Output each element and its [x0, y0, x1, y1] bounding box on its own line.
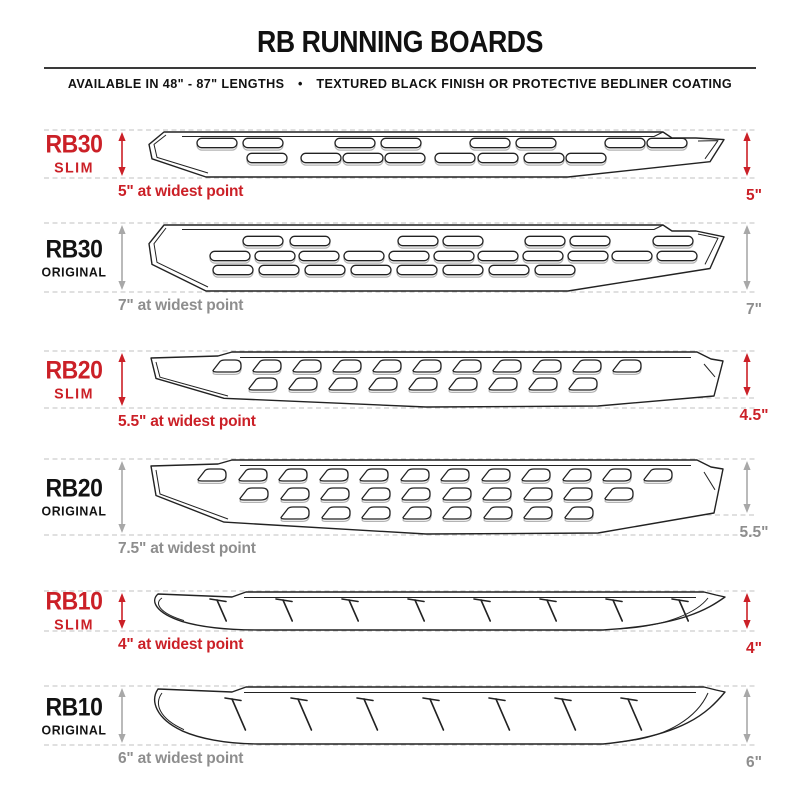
widest-point-label-rb20-slim: 5.5" at widest point [118, 413, 256, 430]
end-height-label-rb10-original: 6" [746, 754, 762, 771]
end-height-label-rb20-original: 5.5" [739, 524, 769, 541]
model-label-rb20-slim [18, 358, 130, 401]
board-drawing-rb30-original [149, 225, 724, 291]
end-height-label-rb30-slim: 5" [746, 187, 762, 204]
widest-point-label-rb10-original: 6" at widest point [118, 750, 244, 767]
model-name: RB10 [45, 693, 103, 721]
end-dimension-arrow-rb10-original [743, 688, 750, 743]
variant-name: ORIGINAL [41, 503, 107, 519]
model-name: RB20 [45, 474, 103, 503]
model-name: RB20 [45, 356, 103, 384]
end-height-label-rb10-slim: 4" [746, 640, 762, 657]
model-name: RB10 [45, 587, 103, 616]
board-drawing-rb10-original [155, 687, 725, 744]
end-dimension-arrow-rb10-slim [743, 593, 750, 629]
board-drawing-rb10-slim [155, 592, 725, 630]
subtitle-finish: TEXTURED BLACK FINISH OR PROTECTIVE BEDLINER COATING [316, 76, 733, 91]
variant-name: SLIM [54, 159, 94, 177]
model-label-rb10-original [18, 695, 130, 736]
board-drawing-rb30-slim [149, 132, 724, 177]
end-height-label-rb20-slim: 4.5" [739, 407, 769, 424]
widest-point-label-rb30-slim: 5" at widest point [118, 183, 244, 200]
variant-name: ORIGINAL [41, 722, 107, 737]
variant-name: SLIM [54, 616, 94, 634]
widest-point-label-rb30-original: 7" at widest point [118, 297, 244, 314]
end-dimension-arrow-rb20-original [743, 461, 750, 513]
model-name: RB30 [45, 130, 103, 159]
end-dimension-arrow-rb20-slim [743, 353, 750, 396]
model-label-rb30-original [18, 237, 130, 278]
subtitle-lengths: AVAILABLE IN 48" - 87" LENGTHS [67, 76, 285, 91]
variant-name: SLIM [54, 385, 94, 402]
model-label-rb20-original [18, 474, 130, 519]
page-title: RB RUNNING BOARDS [257, 24, 543, 59]
variant-name: ORIGINAL [41, 264, 107, 279]
board-drawing-rb20-original [151, 460, 723, 534]
model-name: RB30 [45, 235, 103, 263]
bullet-separator: • [297, 76, 303, 91]
model-label-rb10-slim [18, 587, 130, 634]
end-dimension-arrow-rb30-original [743, 225, 750, 290]
board-drawing-rb20-slim [151, 352, 723, 407]
widest-point-label-rb10-slim: 4" at widest point [118, 636, 244, 653]
widest-point-label-rb20-original: 7.5" at widest point [118, 540, 256, 557]
end-height-label-rb30-original: 7" [746, 301, 762, 318]
model-label-rb30-slim [18, 130, 130, 177]
end-dimension-arrow-rb30-slim [743, 132, 750, 176]
